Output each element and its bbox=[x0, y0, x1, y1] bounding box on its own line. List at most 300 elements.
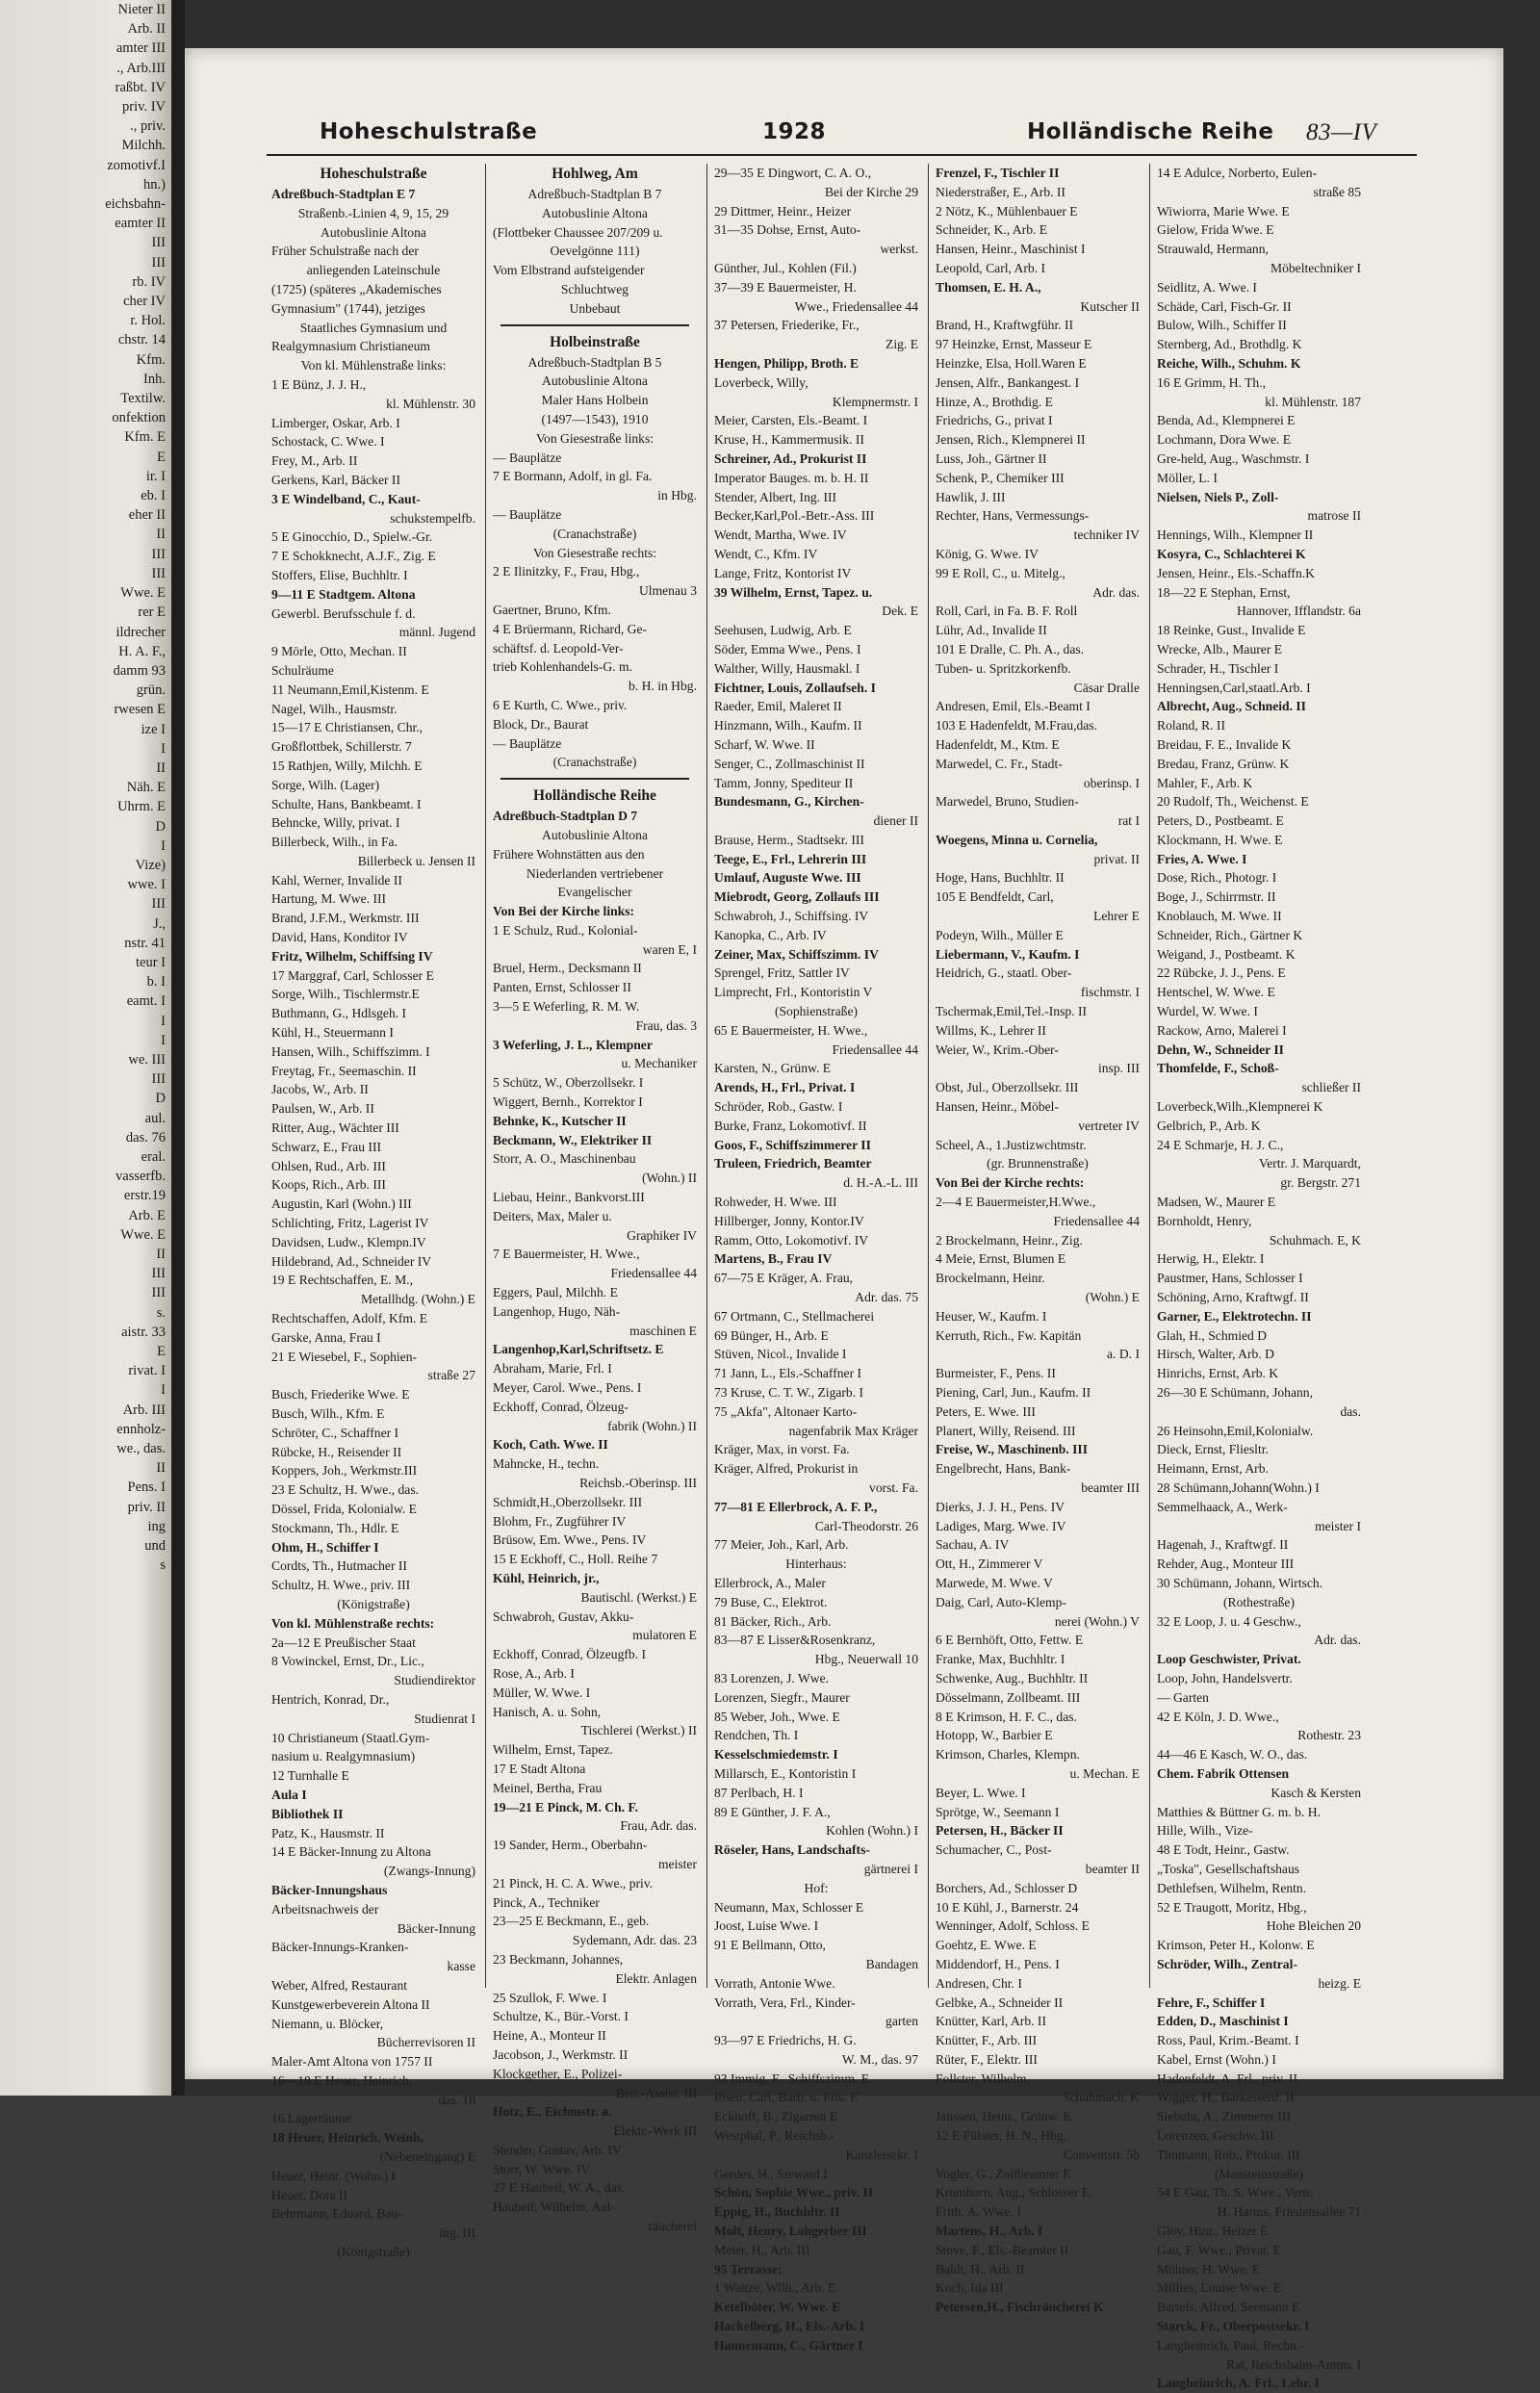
directory-entry: 101 E Dralle, C. Ph. A., das. bbox=[936, 641, 1085, 656]
directory-entry: Seehusen, Ludwig, Arb. E bbox=[714, 623, 852, 638]
directory-entry: Billerbeck u. Jensen II bbox=[357, 853, 475, 868]
directory-entry: Großflottbek, Schillerstr. 7 bbox=[271, 739, 412, 755]
directory-entry: Weigand, J., Postbeamt. K bbox=[1157, 946, 1296, 962]
directory-entry: Hotz, E., Eichmstr. a. bbox=[493, 2104, 612, 2120]
directory-entry: 18—22 E Stephan, Ernst, bbox=[1157, 584, 1291, 600]
directory-entry: (Wohn.) E bbox=[1085, 1290, 1140, 1305]
directory-entry: Limberger, Oskar, Arb. I bbox=[271, 415, 400, 430]
directory-entry: Stüven, Nicol., Invalide I bbox=[714, 1347, 847, 1362]
directory-entry: straße 85 bbox=[1313, 184, 1361, 199]
directory-entry: 48 E Todt, Heinr., Gastw. bbox=[1157, 1842, 1290, 1858]
directory-entry: Kutscher II bbox=[1080, 298, 1140, 314]
directory-entry: Knütter, Karl, Arb. II bbox=[936, 2014, 1046, 2029]
directory-entry: Gre-held, Aug., Waschmstr. I bbox=[1157, 450, 1310, 466]
directory-entry: 29 Dittmer, Heinr., Heizer bbox=[714, 203, 852, 219]
directory-entry: d. H.-A.-L. III bbox=[843, 1175, 918, 1191]
directory-entry: Starck, Fr., Oberpostsekr. I bbox=[1157, 2319, 1310, 2334]
directory-entry: 75 „Akfa", Altonaer Karto- bbox=[714, 1403, 858, 1419]
directory-entry: kl. Mühlenstr. 30 bbox=[386, 396, 475, 411]
directory-entry: Koppers, Joh., Werkmstr.III bbox=[271, 1463, 418, 1479]
directory-entry: Rübcke, H., Reisender II bbox=[271, 1444, 402, 1459]
directory-entry: Stoffers, Elise, Buchhltr. I bbox=[271, 567, 408, 582]
directory-entry: Kruse, H., Kammermusik. II bbox=[714, 432, 864, 448]
directory-entry: Meier, Carsten, Els.-Beamt. I bbox=[714, 413, 868, 428]
directory-entry: Rechter, Hans, Vermessungs- bbox=[936, 508, 1090, 524]
directory-entry: Borchers, Ad., Schlosser D bbox=[936, 1880, 1078, 1895]
directory-entry: Schulte, Hans, Bankbeamt. I bbox=[271, 796, 422, 811]
prev-page-line: we. III bbox=[128, 1051, 166, 1068]
directory-entry: Von Bei der Kirche links: bbox=[493, 904, 635, 919]
directory-entry: Tschermak,Emil,Tel.-Insp. II bbox=[936, 1004, 1088, 1019]
directory-entry: Thomsen, E. H. A., bbox=[936, 279, 1041, 295]
directory-entry: 26—30 E Schümann, Johann, bbox=[1157, 1385, 1313, 1400]
prev-page-line: ., priv. bbox=[130, 118, 166, 135]
directory-entry: Wendt, C., Kfm. IV bbox=[714, 546, 818, 561]
directory-entry: Jensen, Alfr., Bankangest. I bbox=[936, 374, 1080, 390]
prev-page-line: Näh. E bbox=[126, 780, 166, 796]
directory-entry: Lehrer E bbox=[1093, 909, 1140, 924]
directory-entry: Bücherrevisoren II bbox=[376, 2035, 475, 2050]
directory-entry: 37 Petersen, Friederike, Fr., bbox=[714, 318, 860, 333]
directory-entry: 18 Heuer, Heinrich, Weinh. bbox=[271, 2130, 424, 2146]
prev-page-line: r. Hol. bbox=[130, 313, 166, 329]
directory-entry: Metallhdg. (Wohn.) E bbox=[361, 1292, 475, 1307]
prev-page-line: ., Arb.III bbox=[116, 60, 166, 76]
directory-entry: Joost, Luise Wwe. I bbox=[714, 1918, 819, 1934]
directory-entry: Piening, Carl, Jun., Kaufm. II bbox=[936, 1385, 1091, 1400]
directory-entry: Schenk, P., Chemiker III bbox=[936, 470, 1065, 485]
directory-entry: rat I bbox=[1117, 813, 1140, 829]
directory-entry: Von Bei der Kirche rechts: bbox=[936, 1175, 1085, 1191]
directory-entry: (Rothestraße) bbox=[1223, 1594, 1295, 1609]
directory-entry: (Mansteinstraße) bbox=[1214, 2166, 1304, 2181]
directory-entry: Semmelhaack, A., Werk- bbox=[1157, 1499, 1288, 1514]
directory-entry: Hawlik, J. III bbox=[936, 489, 1006, 504]
directory-entry: Bautischl. (Werkst.) E bbox=[580, 1589, 697, 1605]
directory-entry: Franke, Max, Buchhltr. I bbox=[936, 1652, 1065, 1667]
directory-entry: Fehre, F., Schiffer I bbox=[1157, 1994, 1266, 2010]
directory-entry: 1 E Schulz, Rud., Kolonial- bbox=[493, 922, 638, 938]
directory-entry: schließer II bbox=[1301, 1080, 1361, 1095]
prev-page-line: E bbox=[157, 449, 166, 465]
directory-entry: Röseler, Hans, Landschafts- bbox=[714, 1842, 870, 1858]
directory-entry: Dössel, Frida, Kolonialw. E bbox=[271, 1501, 417, 1516]
directory-entry: Bartels, Alfred, Seemann E bbox=[1157, 2300, 1300, 2315]
column-divider bbox=[485, 164, 486, 1988]
prev-page-line: Wwe. E bbox=[120, 585, 166, 602]
directory-page bbox=[185, 48, 1503, 2391]
directory-entry: 6 E Bernhöft, Otto, Fettw. E bbox=[936, 1633, 1084, 1648]
directory-entry: 27 E Haubeil, W. A., das. bbox=[493, 2180, 626, 2196]
directory-entry: Peters, E. Wwe. III bbox=[936, 1403, 1036, 1419]
directory-entry: Heuser, W., Kaufm. I bbox=[936, 1308, 1047, 1324]
directory-entry: Sydemann, Adr. das. 23 bbox=[572, 1933, 697, 1948]
directory-entry: 7 E Schokknecht, A.J.F., Zig. E bbox=[271, 549, 436, 564]
directory-entry: Schultz, H. Wwe., priv. III bbox=[271, 1578, 411, 1593]
prev-page-line: Milchh. bbox=[121, 138, 166, 154]
directory-entry: Schöning, Arno, Kraftwgf. II bbox=[1157, 1290, 1309, 1305]
directory-entry: mulatoren E bbox=[632, 1628, 697, 1643]
directory-entry: Dose, Rich., Photogr. I bbox=[1157, 870, 1277, 886]
directory-entry: Adreßbuch-Stadtplan B 5 bbox=[527, 354, 662, 370]
directory-entry: Krumhorn, Aug., Schlosser E bbox=[936, 2185, 1091, 2200]
directory-entry: Frau, das. 3 bbox=[635, 1017, 697, 1033]
directory-entry: Adr. das. bbox=[1092, 584, 1140, 600]
directory-entry: u. Mechaniker bbox=[621, 1056, 697, 1071]
prev-page-line: Kfm. bbox=[136, 351, 166, 368]
directory-entry: meister bbox=[657, 1856, 697, 1871]
directory-entry: 42 E Köln, J. D. Wwe., bbox=[1157, 1709, 1279, 1724]
directory-entry: Früher Schulstraße nach der bbox=[271, 244, 419, 259]
directory-entry: 83 Lorenzen, J. Wwe. bbox=[714, 1670, 830, 1685]
directory-entry: trieb Kohlenhandels-G. m. bbox=[493, 659, 632, 675]
directory-entry: Blohm, Fr., Zugführer IV bbox=[493, 1513, 627, 1529]
directory-entry: Limprecht, Frl., Kontoristin V bbox=[714, 985, 873, 1000]
directory-entry: 14 E Bäcker-Innung zu Altona bbox=[271, 1844, 431, 1860]
directory-entry: Cäsar Dralle bbox=[1073, 680, 1140, 695]
prev-page-line: ennholz- bbox=[116, 1421, 166, 1437]
directory-entry: 14 E Adulce, Norberto, Eulen- bbox=[1157, 166, 1318, 180]
directory-entry: Truleen, Friedrich, Beamter bbox=[714, 1156, 872, 1171]
directory-entry: 5 E Ginocchio, D., Spielw.-Gr. bbox=[271, 529, 433, 545]
directory-entry: Kunstgewerbeverein Altona II bbox=[271, 1996, 430, 2012]
prev-page-line: onfektion bbox=[112, 410, 166, 426]
directory-entry: Wwe., Friedensallee 44 bbox=[794, 298, 918, 314]
directory-entry: Hinzmann, Wilh., Kaufm. II bbox=[714, 718, 862, 733]
directory-entry: Loop Geschwister, Privat. bbox=[1157, 1652, 1301, 1667]
directory-entry: (Sophienstraße) bbox=[774, 1004, 859, 1019]
directory-entry: 9—11 E Stadtgem. Altona bbox=[271, 586, 416, 602]
prev-page-line: rer E bbox=[138, 605, 166, 621]
directory-entry: Zeiner, Max, Schiffszimm. IV bbox=[714, 946, 879, 962]
directory-entry: Ulmenau 3 bbox=[638, 583, 697, 599]
directory-entry: 99 E Roll, C., u. Mitelg., bbox=[936, 565, 1065, 580]
directory-entry: gärtnerei I bbox=[863, 1861, 918, 1876]
directory-entry: Kohlen (Wohn.) I bbox=[826, 1823, 918, 1839]
directory-entry: Reiche, Wilh., Schuhm. K bbox=[1157, 355, 1301, 371]
prev-page-line: eichsbahn- bbox=[105, 196, 166, 213]
directory-entry: Heuer, Heinr. (Wohn.) I bbox=[271, 2168, 396, 2183]
directory-entry: Jacobs, W., Arb. II bbox=[271, 1082, 369, 1097]
directory-entry: Aula I bbox=[271, 1787, 307, 1802]
directory-entry: 29—35 E Dingwort, C. A. O., bbox=[714, 166, 872, 180]
directory-entry: 15 E Eckhoff, C., Holl. Reihe 7 bbox=[493, 1552, 658, 1567]
header-page-number: 83—IV bbox=[1306, 119, 1377, 145]
directory-entry: Patz, K., Hausmstr. II bbox=[271, 1825, 385, 1840]
street-heading: Holländische Reihe bbox=[533, 787, 656, 805]
directory-entry: Petersen,H., Fischräucherei K bbox=[936, 2300, 1104, 2315]
directory-entry: 25 Szullok, F. Wwe. I bbox=[493, 1990, 607, 2005]
directory-entry: Langheinrich, Paul, Rechn.- bbox=[1157, 2337, 1304, 2353]
directory-entry: Engelbrecht, Hans, Bank- bbox=[936, 1461, 1071, 1477]
directory-entry: Müller, W. Wwe. I bbox=[493, 1685, 591, 1700]
directory-entry: 2 Nötz, K., Mühlenbauer E bbox=[936, 203, 1078, 219]
directory-entry: 30 Schümann, Johann, Wirtsch. bbox=[1157, 1575, 1323, 1590]
header-year: 1928 bbox=[762, 119, 827, 144]
directory-entry: Hoge, Hans, Buchhltr. II bbox=[936, 870, 1065, 886]
directory-entry: 77 Meier, Joh., Karl, Arb. bbox=[714, 1537, 849, 1553]
directory-entry: Hille, Wilh., Vize- bbox=[1157, 1823, 1253, 1839]
directory-entry: Realgymnasium Christianeum bbox=[271, 339, 430, 354]
directory-entry: Betr.-Assist. III bbox=[615, 2085, 697, 2100]
prev-page-line: erstr.19 bbox=[123, 1188, 166, 1204]
directory-entry: Stockmann, Th., Hdlr. E bbox=[271, 1520, 399, 1535]
section-separator bbox=[500, 778, 689, 780]
directory-entry: Autobuslinie Altona bbox=[542, 827, 648, 842]
directory-entry: Paulsen, W., Arb. II bbox=[271, 1101, 374, 1117]
directory-entry: W. M., das. 97 bbox=[841, 2051, 918, 2067]
directory-entry: Brockelmann, Heinr. bbox=[936, 1271, 1045, 1286]
directory-entry: Becker,Karl,Pol.-Betr.-Ass. III bbox=[714, 508, 875, 524]
directory-entry: 15—17 E Christiansen, Chr., bbox=[271, 720, 424, 735]
directory-entry: Kosyra, C., Schlachterei K bbox=[1157, 546, 1306, 561]
directory-entry: Knütter, F., Arb. III bbox=[936, 2033, 1038, 2048]
directory-entry: Roland, R. II bbox=[1157, 718, 1225, 733]
prev-page-line: rivat. I bbox=[128, 1363, 166, 1379]
directory-entry: Hannemann, C., Gärtner I bbox=[714, 2337, 863, 2353]
directory-entry: Vorrath, Antonie Wwe. bbox=[714, 1975, 835, 1991]
prev-page-line: rwesen E bbox=[114, 702, 166, 718]
directory-entry: Vorrath, Vera, Frl., Kinder- bbox=[714, 1994, 856, 2010]
prev-page-line: amter III bbox=[116, 40, 166, 57]
directory-entry: Sachau, A. IV bbox=[936, 1537, 1010, 1553]
prev-page-line: grün. bbox=[136, 682, 166, 699]
directory-entry: Elektr. Anlagen bbox=[615, 1970, 697, 1986]
directory-entry: Wrecke, Alb., Maurer E bbox=[1157, 641, 1283, 656]
directory-entry: Garner, E., Elektrotechn. II bbox=[1157, 1308, 1312, 1324]
directory-entry: Straßenb.-Linien 4, 9, 15, 29 bbox=[297, 205, 449, 220]
directory-entry: 32 E Loop, J. u. 4 Geschw., bbox=[1157, 1613, 1301, 1629]
directory-entry: „Toska", Gesellschaftshaus bbox=[1157, 1861, 1300, 1876]
directory-entry: Senger, C., Zollmaschinist II bbox=[714, 756, 865, 771]
directory-entry: Ibsen, Carl, Barb. u. Fris. E bbox=[714, 2090, 859, 2105]
directory-entry: straße 27 bbox=[427, 1368, 475, 1383]
directory-entry: Niemann, u. Blöcker, bbox=[271, 2016, 384, 2031]
directory-entry: Dethlefsen, Wilhelm, Rentn. bbox=[1157, 1880, 1307, 1895]
directory-entry: 69 Bünger, H., Arb. E bbox=[714, 1327, 829, 1343]
directory-entry: Kanzleisekr. I bbox=[845, 2147, 918, 2162]
directory-entry: 22 Rübcke, J. J., Pens. E bbox=[1157, 965, 1286, 981]
directory-entry: Wenninger, Adolf, Schloss. E bbox=[936, 1918, 1090, 1934]
prev-page-line: we., das. bbox=[116, 1441, 166, 1457]
directory-entry: 17 Marggraf, Carl, Schlosser E bbox=[271, 967, 434, 983]
directory-entry: Hadenfeldt, M., Ktm. E bbox=[936, 736, 1060, 752]
directory-entry: Ritter, Aug., Wächter III bbox=[271, 1120, 399, 1136]
directory-entry: Von kl. Mühlenstraße rechts: bbox=[271, 1615, 435, 1631]
directory-entry: ing. III bbox=[439, 2226, 475, 2241]
directory-entry: Glah, H., Schmied D bbox=[1157, 1327, 1268, 1343]
directory-entry: Meyer, Carol. Wwe., Pens. I bbox=[493, 1380, 642, 1396]
directory-entry: Schuhmach. E, K bbox=[1269, 1232, 1361, 1248]
directory-entry: Brause, Herm., Stadtsekr. III bbox=[714, 832, 864, 847]
directory-entry: Andresen, Emil, Els.-Beamt I bbox=[936, 699, 1091, 714]
directory-entry: 2—4 E Bauermeister,H.Wwe., bbox=[936, 1195, 1096, 1210]
directory-entry: Maler Hans Holbein bbox=[541, 393, 649, 408]
directory-entry: Schumacher, C., Post- bbox=[936, 1842, 1052, 1858]
prev-page-line: II bbox=[156, 759, 166, 776]
prev-page-line: priv. II bbox=[127, 1499, 166, 1515]
directory-entry: 31—35 Dohse, Ernst, Auto- bbox=[714, 222, 861, 238]
street-heading: Hoheschulstraße bbox=[320, 166, 427, 182]
prev-page-line: nstr. 41 bbox=[124, 935, 166, 951]
prev-page-line: aistr. 33 bbox=[121, 1324, 166, 1340]
directory-entry: Adreßbuch-Stadtplan E 7 bbox=[271, 187, 416, 201]
header-right-street: Holländische Reihe bbox=[1027, 119, 1274, 144]
directory-entry: (1725) (späteres „Akademisches bbox=[271, 281, 442, 296]
directory-entry: 95 Terrasse: bbox=[714, 2261, 783, 2277]
directory-entry: H. Harms, Friedensallee 71 bbox=[1217, 2204, 1361, 2220]
directory-entry: beamter III bbox=[1081, 1480, 1140, 1495]
directory-entry: Staatliches Gymnasium und bbox=[299, 320, 448, 335]
directory-entry: Graphiker IV bbox=[627, 1227, 697, 1243]
directory-entry: Vertr. J. Marquardt, bbox=[1258, 1156, 1361, 1171]
directory-entry: (Cranachstraße) bbox=[552, 755, 637, 770]
directory-entry: (Nebeneingang) E bbox=[379, 2149, 475, 2165]
directory-entry: 28 Schümann,Johann(Wohn.) I bbox=[1157, 1480, 1320, 1495]
directory-entry: Fichtner, Louis, Zollaufseh. I bbox=[714, 680, 876, 695]
prev-page-line: ildrecher bbox=[116, 624, 166, 640]
prev-page-line: ize I bbox=[141, 721, 166, 737]
directory-entry: Westphal, P., Reichsb.- bbox=[714, 2128, 835, 2144]
prev-page-line: rb. IV bbox=[132, 273, 166, 290]
prev-page-line: H. A. F., bbox=[118, 643, 166, 659]
directory-entry: Hadenfeldt, A. Frl., priv. II bbox=[1157, 2071, 1297, 2086]
prev-page-line: das. 76 bbox=[125, 1129, 166, 1145]
directory-entry: Friedensallee 44 bbox=[1053, 1213, 1140, 1228]
directory-entry: insp. III bbox=[1097, 1061, 1140, 1076]
directory-entry: männl. Jugend bbox=[398, 625, 475, 640]
directory-entry: Langenhop, Hugo, Näh- bbox=[493, 1303, 621, 1319]
directory-entry: 21 E Wiesebel, F., Sophien- bbox=[271, 1349, 418, 1364]
directory-entry: räucherei bbox=[648, 2219, 697, 2234]
directory-entry: Bäcker-Innungs-Kranken- bbox=[271, 1940, 409, 1955]
prev-page-line: hn.) bbox=[143, 176, 166, 193]
prev-page-line: damm 93 bbox=[113, 662, 166, 679]
directory-entry: Koch, Cath. Wwe. II bbox=[493, 1437, 608, 1453]
directory-entry: Frau, Adr. das. bbox=[620, 1818, 697, 1834]
prev-page-line: Uhrm. E bbox=[117, 799, 166, 815]
prev-page-line: III bbox=[151, 565, 166, 581]
directory-entry: Krimson, Peter H., Kolonw. E bbox=[1157, 1938, 1315, 1953]
prev-page-line: wwe. I bbox=[127, 877, 166, 893]
directory-entry: Ladiges, Marg. Wwe. IV bbox=[936, 1518, 1066, 1533]
prev-page-line: III bbox=[151, 1266, 166, 1282]
directory-entry: Petersen, H., Bäcker II bbox=[936, 1823, 1064, 1839]
prev-page-line: II bbox=[156, 1247, 166, 1262]
prev-page-line: J., bbox=[153, 915, 166, 932]
directory-entry: 23 E Schultz, H. Wwe., das. bbox=[271, 1482, 420, 1498]
directory-entry: Kräger, Max, in vorst. Fa. bbox=[714, 1442, 850, 1457]
directory-entry: Brand, H., Kraftwgführ. II bbox=[936, 318, 1074, 333]
directory-entry: Ramm, Otto, Lokomotivf. IV bbox=[714, 1232, 869, 1248]
directory-entry: Hagenah, J., Kraftwgf. II bbox=[1157, 1537, 1289, 1553]
directory-entry: Kerruth, Rich., Fw. Kapitän bbox=[936, 1327, 1082, 1343]
directory-entry: 15 Rathjen, Willy, Milchh. E bbox=[271, 758, 423, 773]
prev-page-line: Arb. E bbox=[128, 1207, 166, 1223]
directory-entry: Heine, A., Monteur II bbox=[493, 2028, 606, 2044]
directory-entry: Edden, D., Maschinist I bbox=[1157, 2014, 1289, 2029]
directory-entry: 16—18 E Heuer, Heinrich, bbox=[271, 2072, 413, 2088]
directory-entry: 19 Sander, Herm., Oberbahn- bbox=[493, 1838, 648, 1853]
directory-entry: Wilhelm, Ernst, Tapez. bbox=[493, 1742, 613, 1758]
prev-page-line: und bbox=[144, 1538, 166, 1555]
directory-entry: Maler-Amt Altona von 1757 II bbox=[271, 2054, 433, 2070]
directory-entry: 4 Meie, Ernst, Blumen E bbox=[936, 1251, 1066, 1267]
prev-page-line: Arb. III bbox=[122, 1402, 166, 1418]
prev-page-line: I bbox=[161, 837, 166, 854]
directory-entry: Oevelgönne 111) bbox=[550, 244, 640, 259]
directory-entry: Billerbeck, Wilh., in Fa. bbox=[271, 835, 398, 850]
directory-entry: Hinze, A., Brothdig. E bbox=[936, 394, 1053, 409]
directory-entry: Brüsow, Em. Wwe., Pens. IV bbox=[493, 1532, 647, 1548]
directory-entry: — Bauplätze bbox=[493, 450, 562, 465]
directory-entry: Von kl. Mühlenstraße links: bbox=[300, 358, 447, 373]
directory-entry: Klockmann, H. Wwe. E bbox=[1157, 832, 1283, 847]
directory-entry: beamter II bbox=[1085, 1861, 1140, 1876]
directory-entry: Follster, Wilhelm, bbox=[936, 2071, 1030, 2086]
directory-entry: meister I bbox=[1315, 1518, 1361, 1533]
directory-entry: Schreiner, Ad., Prokurist II bbox=[714, 450, 867, 466]
directory-entry: Janssen, Heinr., Grünw. K bbox=[936, 2109, 1073, 2124]
directory-entry: Beckmann, W., Elektriker II bbox=[493, 1132, 653, 1147]
directory-entry: — Bauplätze bbox=[493, 735, 562, 751]
directory-entry: Dieck, Ernst, Fliesltr. bbox=[1157, 1442, 1269, 1457]
directory-entry: Klempnermstr. I bbox=[832, 394, 918, 409]
directory-entry: Gewerbl. Berufsschule f. d. bbox=[271, 605, 416, 621]
prev-page-line: D bbox=[155, 818, 166, 835]
directory-entry: Kühl, Heinrich, jr., bbox=[493, 1570, 600, 1585]
directory-entry: Heimann, Ernst, Arb. bbox=[1157, 1461, 1269, 1477]
directory-entry: schäftsf. d. Leopold-Ver- bbox=[493, 640, 624, 656]
directory-entry: 20 Rudolf, Th., Weichenst. E bbox=[1157, 794, 1309, 810]
prev-page-line: Wwe. E bbox=[120, 1226, 166, 1243]
directory-entry: vorst. Fa. bbox=[869, 1480, 918, 1495]
prev-page-line: Inh. bbox=[143, 371, 166, 387]
directory-entry: Millies, Louise Wwe. E bbox=[1157, 2280, 1282, 2296]
directory-entry: Bibliothek II bbox=[271, 1806, 344, 1821]
directory-entry: Koops, Rich., Arb. III bbox=[271, 1177, 386, 1193]
column-divider bbox=[706, 164, 707, 1988]
directory-entry: Strauwald, Hermann, bbox=[1157, 242, 1269, 257]
directory-entry: Freytag, Fr., Seemaschin. II bbox=[271, 1063, 417, 1078]
directory-entry: Studiendirektor bbox=[394, 1673, 475, 1688]
directory-entry: Nielsen, Niels P., Zoll- bbox=[1157, 489, 1279, 504]
prev-page-line: III bbox=[151, 254, 166, 270]
directory-entry: 73 Kruse, C. T. W., Zigarb. I bbox=[714, 1385, 864, 1400]
directory-entry: Miebrodt, Georg, Zollaufs III bbox=[714, 889, 880, 905]
prev-page-line: eamt. I bbox=[126, 993, 166, 1010]
directory-entry: Hinrichs, Ernst, Arb. K bbox=[1157, 1366, 1279, 1381]
directory-entry: Haubeil, Wilhelm, Aal- bbox=[493, 2200, 615, 2215]
directory-entry: 1 E Bünz, J. J. H., bbox=[271, 376, 367, 392]
directory-entry: Behncke, Willy, privat. I bbox=[271, 815, 400, 831]
directory-entry: 7 E Bauermeister, H. Wwe., bbox=[493, 1247, 640, 1262]
directory-entry: Behrmann, Eduard, Bau- bbox=[271, 2206, 402, 2222]
directory-entry: 23—25 E Beckmann, E., geb. bbox=[493, 1914, 650, 1929]
directory-entry: Bäcker-Innung bbox=[397, 1920, 475, 1936]
column-divider bbox=[1149, 164, 1150, 1988]
directory-entry: 7 E Bormann, Adolf, in gl. Fa. bbox=[493, 469, 653, 484]
directory-entry: das. 18 bbox=[438, 2092, 475, 2107]
directory-entry: Hohe Bleichen 20 bbox=[1266, 1918, 1361, 1934]
directory-entry: oberinsp. I bbox=[1083, 775, 1140, 790]
directory-entry: gr. Bergstr. 271 bbox=[1280, 1175, 1361, 1191]
directory-entry: Rothestr. 23 bbox=[1297, 1728, 1361, 1743]
directory-entry: Lochmann, Dora Wwe. E bbox=[1157, 432, 1292, 448]
directory-entry: 87 Perlbach, H. I bbox=[714, 1785, 804, 1800]
prev-page-line: eral. bbox=[141, 1148, 166, 1165]
prev-page-line: Nieter II bbox=[117, 2, 166, 17]
